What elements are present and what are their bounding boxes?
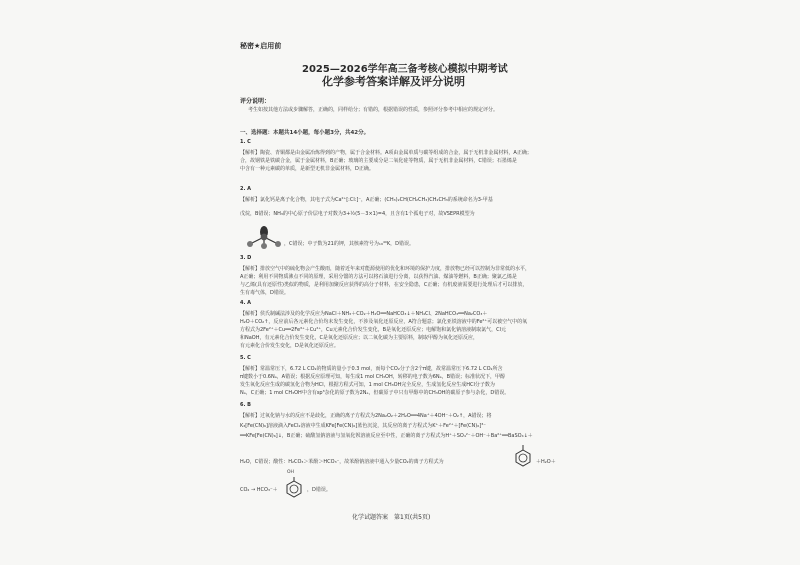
q3-line3: 与乙烯(具有还原性)类似的物质，是利用加聚反应获得的高分子材料，在安全隐患，C正确；有机废液需要进行处理后才可以排放， xyxy=(240,282,528,288)
q6-line5: CO₂ → HCO₃⁻＋ xyxy=(240,487,278,493)
q5-line2: π键数小于0.6Nₐ，A错误；根据反应原理可知，每生成1 mol CH₃OH，转移的电子数为6Nₐ，B错误；标准状况下，甲醇 xyxy=(240,374,506,380)
q4-line5: 有元素化合价发生变化，D是氧化还原反应。 xyxy=(240,343,339,349)
q2-line3: ，C错误；中子数为21的钾，其核素符号为₁₉⁴⁰K，D错误。 xyxy=(284,241,415,247)
q6-line4-tail: ＋H₂O＋ xyxy=(536,459,556,465)
q4-line4: 和NaOH，有元素化合价发生变化，C是氧化还原反应；以二氧化碳为主要原料，制取甲醇为氧化还原反应， xyxy=(240,335,478,341)
q3-answer: 3. D xyxy=(240,255,252,261)
secret-mark: 秘密★启用前 xyxy=(240,42,282,50)
q6-answer: 6. B xyxy=(240,402,251,408)
phenol-structure xyxy=(283,476,305,498)
q6-line2: K₃[Fe(CN)₆]溶液滴入FeCl₂溶液中生成KFe[Fe(CN)₆]蓝色沉淀，其反应的离子方程式为K⁺＋Fe²⁺＋[Fe(CN)₆]³⁻ xyxy=(240,423,486,429)
q5-line1: 【解析】常温常压下，6.72 L CO₂的物质的量小于0.3 mol，而每个CO₂分子含2个π键，故常温常压下6.72 L CO₂所含 xyxy=(240,366,503,372)
scoring-text: 考生如按其他方法或步骤解答，正确的，同样给分；有错的，根据错误的性质，参照评分参考中相应的规定评分。 xyxy=(248,107,499,113)
q3-line4: 生有毒气体，D错误。 xyxy=(240,290,289,296)
q6-line5-end: ，D错误。 xyxy=(307,487,331,493)
q5-line3: 发生氧化反应生成的碳氢化合物为HCl，根据方程式可知，1 mol CH₃OH完全反应，生成氢化反应生成HCl分子数为 xyxy=(240,382,495,388)
q3-line1: 【解析】排放空气中的硫化物会产生酸雨，随着近年来对能源使用的优化和环境的保护力度，排放物已经可以控制为非常低的水平， xyxy=(240,266,531,272)
page-footer: 化学试题答案 第1页(共5页) xyxy=(352,514,431,521)
q2-answer: 2. A xyxy=(240,186,251,192)
q2-line1: 【解析】氯化钙是离子化合物，其电子式为Ca²⁺[:Cl:]⁻，A正确；(CH₃)₂CH(CH₂CH₃)CH₂CH₃的系统命名为3-甲基 xyxy=(240,197,493,203)
phenol-oh-label: OH xyxy=(287,470,294,475)
vsepr-tetrahedral-model xyxy=(244,225,284,249)
q4-line3: 方程式为2Fe²⁺＋Cu══2Fe³⁺＋Cu²⁺，Cu元素化合价发生变化，B是氧化还原反应；电解饱和氯化钠溶液制取氯气，Cl元 xyxy=(240,327,506,333)
q6-line3: ══KFe[Fe(CN)₆]↓，B正确；硫酸氢钠溶液与氢氧化钡溶液反应至中性，正确的离子方程式为H⁺＋SO₄²⁻＋OH⁻＋Ba²⁺══BaSO₄↓＋ xyxy=(240,433,533,439)
q1-line2: 合，故钢铁是铁碳合金，属于金属材料，B正确；玻璃的主要成分是二氧化硅等物质，属于无机非金属材料，C错误；石墨烯是 xyxy=(240,158,517,164)
q1-line3: 中含有一种元素碳的单质，是新型无机非金属材料，D正确。 xyxy=(240,166,374,172)
section1-heading: 一、选择题：本题共14小题，每小题3分，共42分。 xyxy=(240,130,370,136)
q1-answer: 1. C xyxy=(240,139,251,145)
q4-line2: H₂O＋CO₂↑，反应前后各元素化合价均未发生变化，不涉及氧化还原反应，A符合题意；氯化亚铁溶液中的Fe²⁺可以被空气中的氧 xyxy=(240,319,528,325)
phenoxide-structure xyxy=(512,444,534,468)
q3-line2: A正确；利用不同物质沸点不同的原理，采用分馏的方法可以将石油进行分离，以获得汽油、煤油等燃料，B正确；聚氯乙烯是 xyxy=(240,274,517,280)
q1-line1: 【解析】陶瓷、青铜都是由金属冶炼得到的产物，属于合金材料。A项由金属单质与碳等组成的合金，属于无机非金属材料，A正确； xyxy=(240,150,532,156)
q4-line1: 【解析】侯氏制碱法涉及的化学反应为NaCl＋NH₃＋CO₂＋H₂O══NaHCO₃↓＋NH₄Cl、2NaHCO₃══Na₂CO₃＋ xyxy=(240,311,488,317)
scoring-heading: 评分说明： xyxy=(240,98,271,105)
doc-subtitle: 化学参考答案详解及评分说明 xyxy=(322,75,465,88)
q5-answer: 5. C xyxy=(240,355,251,361)
q2-line2: 戊烷，B错误；NH₃的中心原子价层电子对数为3+½(5－3×1)=4，且含有1个孤电子对，故VSEPR模型为 xyxy=(240,211,475,217)
q6-line1: 【解析】过氧化钠与水的反应不是歧化，正确的离子方程式为2Na₂O₂＋2H₂O══4Na⁺＋4OH⁻＋O₂↑，A错误；将 xyxy=(240,413,492,419)
exam-title: 2025—2026学年高三备考核心模拟中期考试 xyxy=(302,64,508,75)
q4-answer: 4. A xyxy=(240,300,251,306)
q5-line4: Nₐ，C正确；1 mol CH₃OH中含有sp³杂化的原子数为2Nₐ，但碳原子中只有甲醇中的CH₃OH的碳原子参与杂化，D错误。 xyxy=(240,390,510,396)
q6-line4: H₂O，C错误；酸性：H₂CO₃＞苯酚＞HCO₃⁻，故苯酚钠溶液中通入少量CO₂的离子方程式为 xyxy=(240,459,444,465)
